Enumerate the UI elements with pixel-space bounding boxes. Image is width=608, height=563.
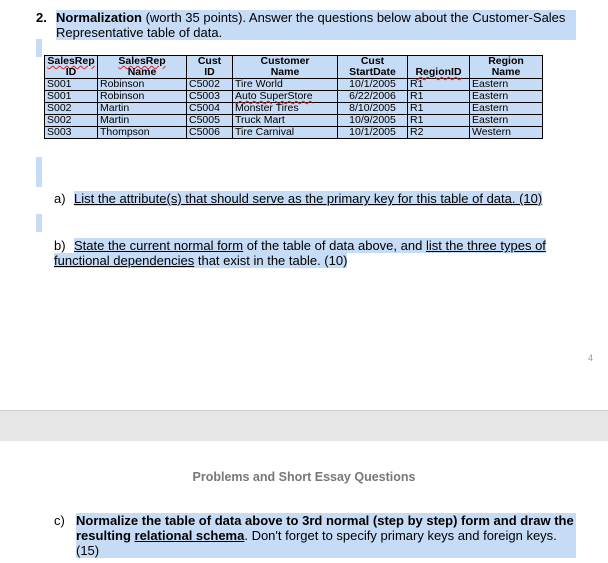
table-cell: 10/1/2005: [338, 127, 408, 139]
table-cell: 6/22/2006: [338, 91, 408, 103]
table-cell: Tire World: [233, 79, 338, 91]
table-cell: Robinson: [98, 91, 187, 103]
question-a: [54, 191, 542, 206]
table-cell: R1: [408, 79, 470, 91]
question-number: 2.: [36, 10, 47, 25]
table-cell: R1: [408, 103, 470, 115]
column-header: Cust ID: [187, 56, 233, 79]
table-cell: S001: [45, 91, 98, 103]
question-c-bold: Normalize the table of data above to 3rd normal (step by step) form and draw the resulting: [76, 513, 574, 543]
table-cell: Martin: [98, 115, 187, 127]
question-a-text: List the attribute(s) that should serve as the primary key for this table of data. (10): [74, 191, 543, 206]
table-row: [45, 115, 543, 127]
table-cell: Eastern: [470, 115, 543, 127]
page-2-header: Problems and Short Essay Questions: [192, 470, 416, 484]
question-b-part2: of the table of data above, and: [243, 238, 426, 253]
selection-bar: [36, 214, 42, 232]
table-cell: S001: [45, 79, 98, 91]
table-cell: Thompson: [98, 127, 187, 139]
column-header: SalesRep Name: [98, 56, 187, 79]
table-cell: S003: [45, 127, 98, 139]
table-header-row: [45, 56, 543, 79]
column-header: Region Name: [470, 56, 543, 79]
table-row: [45, 91, 543, 103]
question-2-intro: (worth 35 points). Answer the questions below about the Customer-Sales Representative table of data.: [56, 10, 566, 40]
table-cell: Western: [470, 127, 543, 139]
table-cell: S002: [45, 115, 98, 127]
table-cell: C5006: [187, 127, 233, 139]
table-cell: Martin: [98, 103, 187, 115]
question-2-title: Normalization: [56, 10, 142, 25]
question-c-label: c): [54, 513, 65, 528]
question-b-label: b): [54, 238, 66, 253]
page-number: 4: [588, 353, 594, 363]
table-cell: R1: [408, 115, 470, 127]
table-row: [45, 79, 543, 91]
table-cell: C5005: [187, 115, 233, 127]
table-cell: 8/10/2005: [338, 103, 408, 115]
table-cell: Eastern: [470, 103, 543, 115]
column-header: Cust StartDate: [338, 56, 408, 79]
table-cell: Eastern: [470, 79, 543, 91]
question-b-part4: that exist in the table. (10): [194, 253, 348, 268]
question-2-text: [56, 10, 576, 40]
table-cell: C5003: [187, 91, 233, 103]
table-cell: R2: [408, 127, 470, 139]
table-cell: Monster Tires: [233, 103, 338, 115]
table-cell: Truck Mart: [233, 115, 338, 127]
column-header: SalesRep ID: [45, 56, 98, 79]
table-cell: Eastern: [470, 91, 543, 103]
question-b: [54, 238, 574, 268]
selection-bar: [36, 39, 42, 57]
column-header: Customer Name: [233, 56, 338, 79]
question-b-part1: State the current normal form: [74, 238, 244, 253]
selection-bar: [36, 157, 42, 187]
document-page-2: [0, 441, 608, 563]
table-cell: Robinson: [98, 79, 187, 91]
question-c-rest: . Don't forget to specify primary keys and foreign keys. (15): [76, 528, 557, 558]
table-cell: S002: [45, 103, 98, 115]
table-cell: 10/1/2005: [338, 79, 408, 91]
table-cell: R1: [408, 91, 470, 103]
table-cell: C5004: [187, 103, 233, 115]
table-row: [45, 103, 543, 115]
page-gap: [0, 410, 608, 442]
table-cell: Auto SuperStore: [233, 91, 338, 103]
question-b-part3: list the three types of functional dependencies: [54, 238, 546, 268]
table-cell: C5002: [187, 79, 233, 91]
column-header: RegionID: [408, 56, 470, 79]
question-a-label: a): [54, 191, 66, 206]
table-cell: 10/9/2005: [338, 115, 408, 127]
table-row: [45, 127, 543, 139]
customer-sales-table: [44, 55, 543, 139]
table-cell: Tire Carnival: [233, 127, 338, 139]
question-c-schema: relational schema: [134, 528, 245, 543]
